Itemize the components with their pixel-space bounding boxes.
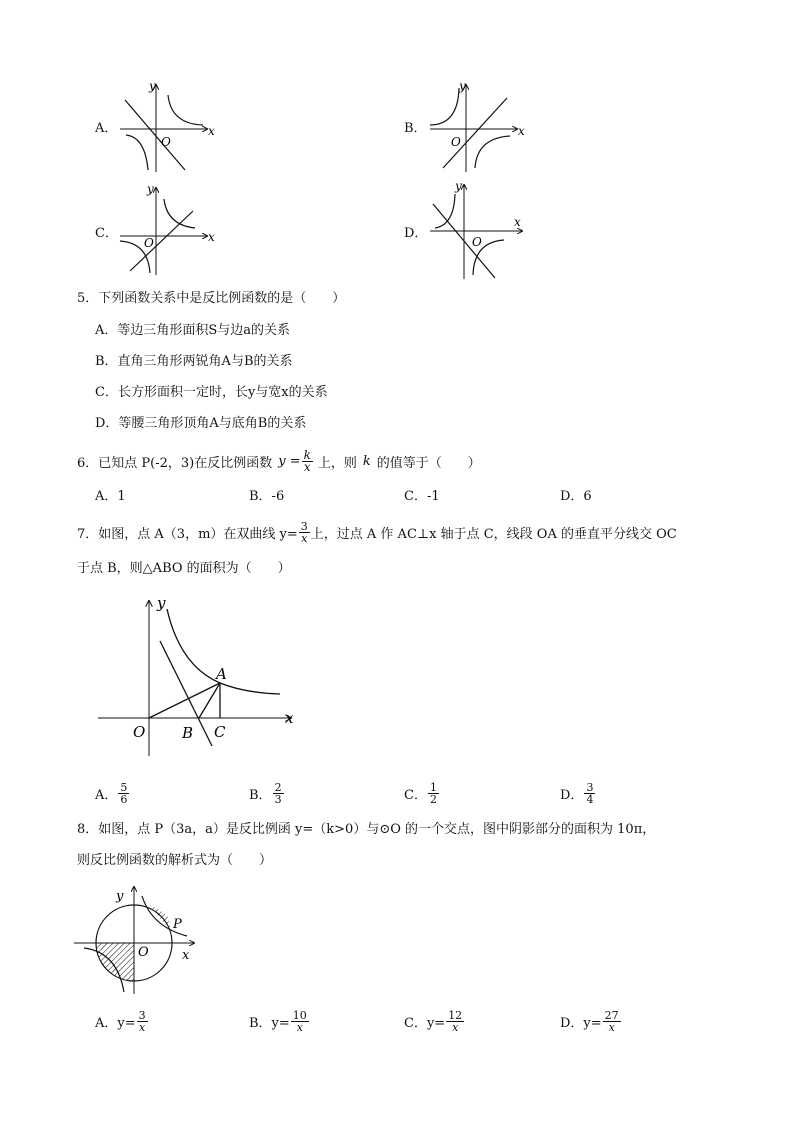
fraction-numerator: 5 xyxy=(120,780,128,794)
q8-option-d[interactable] xyxy=(560,1004,622,1038)
q7-option-d[interactable] xyxy=(560,776,596,810)
q4-option-a-graph xyxy=(115,80,215,175)
fraction-numerator: 10 xyxy=(292,1008,307,1022)
y-axis-label: y xyxy=(455,180,462,193)
option-fraction xyxy=(118,782,129,805)
q8-option-a[interactable] xyxy=(95,1004,149,1038)
fraction-denominator: x xyxy=(608,1020,615,1034)
origin-label: O xyxy=(451,135,461,149)
y-axis-label: y xyxy=(459,80,466,93)
fraction-denominator: 3 xyxy=(274,792,282,806)
origin-label: O xyxy=(138,945,149,960)
q6-stem-pre: 6．已知点 P(-2，3)在反比例函数 xyxy=(77,455,273,471)
q8-stem-line2: 则反比例函数的解析式为（ ） xyxy=(77,853,273,868)
q4-option-c-label[interactable]: C． xyxy=(95,226,118,241)
y-axis-label: y xyxy=(147,183,154,196)
q5-option-c[interactable]: C．长方形面积一定时，长y与宽x的关系 xyxy=(95,385,328,400)
option-label: D． xyxy=(560,787,584,803)
q5-option-a[interactable]: A．等边三角形面积S与边a的关系 xyxy=(95,323,291,338)
origin-label: O xyxy=(133,723,146,741)
option-label: A．y= xyxy=(95,1015,136,1031)
q5-option-d[interactable]: D．等腰三角形顶角A与底角B的关系 xyxy=(95,416,307,431)
option-label: B．y= xyxy=(249,1015,290,1031)
q8-stem-line1: 8．如图，点 P（3a，a）是反比例函 y=（k>0）与⊙O 的一个交点，图中阴影部分的面积为 10π， xyxy=(77,822,656,837)
q6-y-eq: y = xyxy=(278,453,301,469)
q7-stem-post: 上，过点 A 作 AC⊥x 轴于点 C，线段 OA 的垂直平分线交 OC xyxy=(310,526,677,542)
y-axis-label: y xyxy=(116,889,124,904)
q4-option-d-graph xyxy=(425,180,525,280)
fraction-denominator: x xyxy=(301,531,308,545)
fraction-numerator: 2 xyxy=(274,780,282,794)
x-axis-label: x xyxy=(285,709,294,727)
q7-option-a[interactable] xyxy=(95,776,130,810)
y-axis-label: y xyxy=(149,80,156,93)
q8-option-b[interactable] xyxy=(249,1004,310,1038)
q7-figure xyxy=(95,596,310,756)
origin-label: O xyxy=(161,135,171,149)
x-axis-label: x xyxy=(514,215,521,229)
q8-option-c[interactable] xyxy=(404,1004,465,1038)
q4-option-b-label[interactable]: B． xyxy=(404,121,427,136)
q7-option-b[interactable] xyxy=(249,776,285,810)
option-fraction xyxy=(273,782,284,805)
q6-stem-post: 的值等于（ ） xyxy=(376,455,481,471)
q5-option-b[interactable]: B．直角三角形两锐角A与B的关系 xyxy=(95,354,293,369)
q7-fraction xyxy=(299,521,310,544)
option-label: B． xyxy=(249,787,272,803)
option-fraction xyxy=(584,782,595,805)
origin-label: O xyxy=(144,236,154,250)
q4-option-a-label[interactable]: A． xyxy=(95,121,118,136)
fraction-numerator: 1 xyxy=(429,780,437,794)
origin-label: O xyxy=(472,235,482,249)
option-label: D．y= xyxy=(560,1015,602,1031)
option-label: C． xyxy=(404,787,427,803)
q6-option-b[interactable]: B．-6 xyxy=(249,489,285,504)
fraction-numerator: 27 xyxy=(604,1008,619,1022)
option-fraction xyxy=(428,782,439,805)
x-axis-label: x xyxy=(182,948,190,963)
q6-stem-mid: 上，则 xyxy=(317,455,357,471)
option-label: A． xyxy=(95,787,118,803)
q8-figure xyxy=(72,882,202,997)
fraction-numerator: 3 xyxy=(138,1008,146,1022)
q6-option-a[interactable]: A．1 xyxy=(95,489,126,504)
fraction-denominator: x xyxy=(303,459,311,474)
fraction-numerator: 12 xyxy=(448,1008,463,1022)
fraction-denominator: x xyxy=(452,1020,459,1034)
point-p-label: P xyxy=(173,917,182,932)
q6-k: k xyxy=(362,453,371,469)
q6-stem xyxy=(77,444,481,478)
fraction-denominator: x xyxy=(139,1020,146,1034)
q6-fraction xyxy=(302,447,313,474)
x-axis-label: x xyxy=(518,124,525,138)
fraction-numerator: 3 xyxy=(300,519,308,533)
option-fraction xyxy=(137,1010,148,1033)
q4-option-c-graph xyxy=(115,183,215,278)
fraction-numerator: 3 xyxy=(586,780,594,794)
fraction-denominator: 6 xyxy=(120,792,128,806)
q7-stem-pre: 7．如图，点 A（3，m）在双曲线 y= xyxy=(77,526,298,542)
point-a-label: A xyxy=(216,665,227,683)
option-fraction xyxy=(603,1010,621,1033)
q6-option-c[interactable]: C．-1 xyxy=(404,489,440,504)
point-b-label: B xyxy=(182,724,194,742)
q7-stem xyxy=(77,515,677,549)
x-axis-label: x xyxy=(208,230,215,244)
q5-stem: 5．下列函数关系中是反比例函数的是（ ） xyxy=(77,291,346,306)
q6-option-d[interactable]: D．6 xyxy=(560,489,592,504)
fraction-numerator: k xyxy=(303,447,311,462)
q7-stem-line2: 于点 B，则△ABO 的面积为（ ） xyxy=(77,561,291,576)
fraction-denominator: x xyxy=(296,1020,303,1034)
q4-option-d-label[interactable]: D． xyxy=(404,226,428,241)
point-c-label: C xyxy=(214,723,226,741)
option-fraction xyxy=(291,1010,309,1033)
x-axis-label: x xyxy=(208,124,215,138)
fraction-denominator: 2 xyxy=(429,792,437,806)
q4-option-b-graph xyxy=(425,80,525,175)
fraction-denominator: 4 xyxy=(586,792,594,806)
option-fraction xyxy=(446,1010,464,1033)
option-label: C．y= xyxy=(404,1015,446,1031)
y-axis-label: y xyxy=(157,596,166,612)
q7-option-c[interactable] xyxy=(404,776,440,810)
